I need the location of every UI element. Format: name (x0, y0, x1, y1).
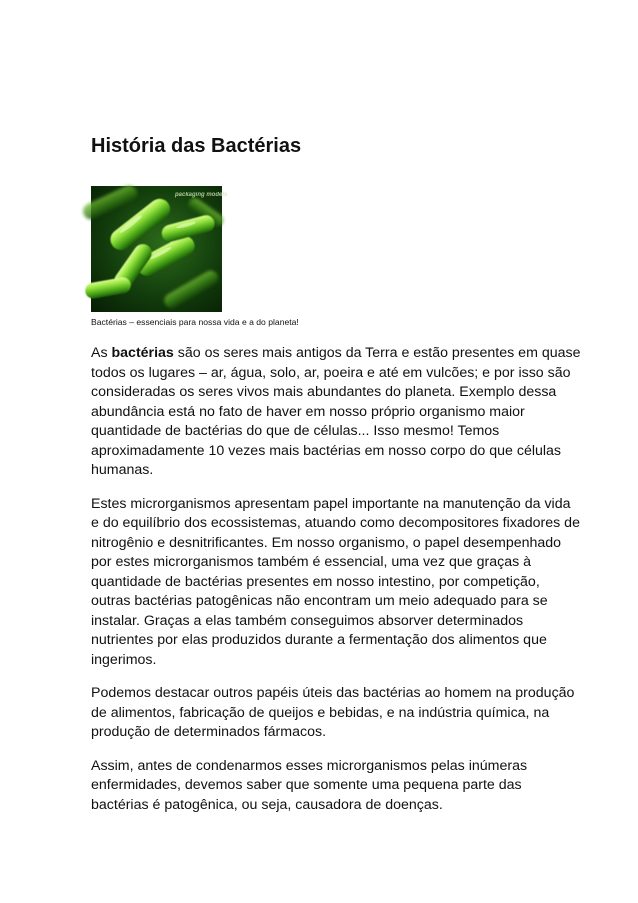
paragraph-1-text: são os seres mais antigos da Terra e estão presentes em quase todos os lugares – ar, água, solo, ar, poeira e até em vulcões; e por isso são consideradas os seres vivos mais abundantes do planeta. Exemplo dessa abundância está no fato de haver em nosso próprio organismo maior quantidade de bactérias do que de células... Isso mesmo! Temos aproximadamente 10 vezes mais bactérias em nosso corpo do que células humanas. (91, 345, 581, 478)
paragraph-1-bold-term: bactérias (111, 345, 174, 361)
paragraph-2: Estes microrganismos apresentam papel importante na manutenção da vida e do equilíbrio dos ecossistemas, atuando como decompositores fixadores de nitrogênio e desnitrificantes. Em nosso organismo, o papel desempenhado por estes microrganismos também é essencial, uma vez que graças à quantidade de bactérias presentes em nosso intestino, por competição, outras bactérias patogênicas não encontram um meio adequado para se instalar. Graças a elas também conseguimos absorver determinados nutrientes por elas produzidos durante a fermentação dos alimentos que ingerimos. (91, 495, 580, 668)
paragraph-1 (91, 344, 581, 481)
paragraph-4: Assim, antes de condenarmos esses microrganismos pelas inúmeras enfermidades, devemos saber que somente uma pequena parte das bactérias é patogênica, ou seja, causadora de doenças. (91, 757, 528, 813)
document-title: História das Bactérias (91, 135, 302, 157)
paragraph-1-lead: As (91, 345, 112, 361)
figure-caption: Bactérias – essenciais para nossa vida e a do planeta! (91, 317, 299, 327)
watermark-text: packaging models (175, 192, 228, 198)
bacteria-image (91, 186, 228, 312)
paragraph-3: Podemos destacar outros papéis úteis das bactérias ao homem na produção de alimentos, fabricação de queijos e bebidas, e na indústria química, na produção de determinados fármacos. (91, 685, 575, 740)
document-body (91, 344, 581, 829)
